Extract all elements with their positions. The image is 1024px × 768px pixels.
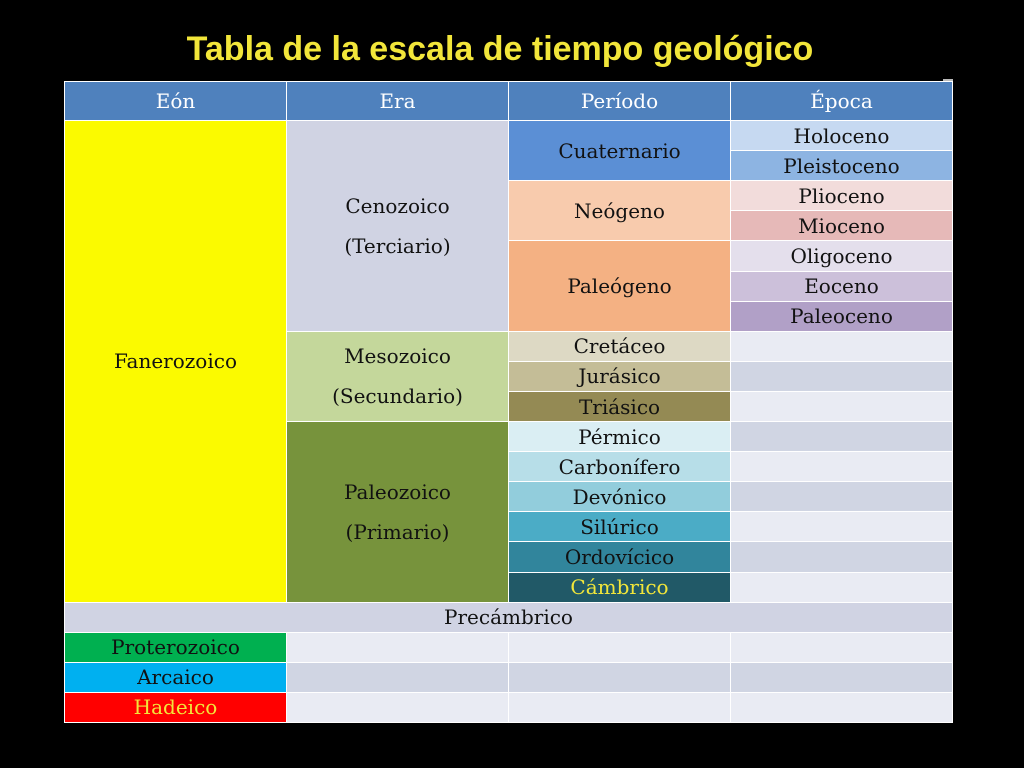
empty-cell (287, 662, 509, 692)
eon-arcaico: Arcaico (65, 662, 287, 692)
eon-hadeico: Hadeico (65, 692, 287, 722)
empty-cell (509, 632, 731, 662)
empty-epoch-cell (731, 482, 953, 512)
precambrico-row: Precámbrico (65, 602, 953, 632)
period-triasico: Triásico (509, 391, 731, 421)
period-cuaternario: Cuaternario (509, 121, 731, 181)
header-era: Era (287, 82, 509, 121)
empty-epoch-cell (731, 512, 953, 542)
empty-cell (287, 632, 509, 662)
empty-cell (731, 662, 953, 692)
table-row (65, 692, 953, 722)
header-eon: Eón (65, 82, 287, 121)
empty-epoch-cell (731, 391, 953, 421)
empty-epoch-cell (731, 572, 953, 602)
era-cenozoico (287, 121, 509, 332)
era-paleozoico-name: Paleozoico (344, 479, 451, 504)
header-period: Período (509, 82, 731, 121)
era-mesozoico (287, 331, 509, 421)
era-paleozoico-alt: (Primario) (345, 519, 450, 544)
period-permico: Pérmico (509, 422, 731, 452)
table-header-row (65, 82, 953, 121)
period-silurico: Silúrico (509, 512, 731, 542)
empty-cell (509, 692, 731, 722)
epoch-holoceno: Holoceno (731, 121, 953, 151)
eon-proterozoico: Proterozoico (65, 632, 287, 662)
empty-cell (731, 632, 953, 662)
empty-cell (731, 692, 953, 722)
period-neogeno: Neógeno (509, 181, 731, 241)
geologic-time-table (64, 81, 953, 723)
empty-epoch-cell (731, 422, 953, 452)
empty-cell (509, 662, 731, 692)
era-cenozoico-alt: (Terciario) (344, 233, 451, 258)
empty-epoch-cell (731, 452, 953, 482)
period-devonico: Devónico (509, 482, 731, 512)
epoch-oligoceno: Oligoceno (731, 241, 953, 271)
header-epoch: Época (731, 82, 953, 121)
period-ordovicico: Ordovícico (509, 542, 731, 572)
period-paleogeno: Paleógeno (509, 241, 731, 331)
empty-epoch-cell (731, 361, 953, 391)
epoch-paleoceno: Paleoceno (731, 301, 953, 331)
empty-epoch-cell (731, 331, 953, 361)
epoch-plioceno: Plioceno (731, 181, 953, 211)
table-row (65, 662, 953, 692)
period-cambrico: Cámbrico (509, 572, 731, 602)
empty-epoch-cell (731, 542, 953, 572)
table-row (65, 602, 953, 632)
era-cenozoico-name: Cenozoico (345, 193, 450, 218)
period-cretaceo: Cretáceo (509, 331, 731, 361)
period-jurasico: Jurásico (509, 361, 731, 391)
table-row (65, 121, 953, 151)
table-row (65, 632, 953, 662)
era-paleozoico (287, 422, 509, 603)
epoch-pleistoceno: Pleistoceno (731, 151, 953, 181)
empty-cell (287, 692, 509, 722)
eon-fanerozoico: Fanerozoico (65, 121, 287, 603)
epoch-eoceno: Eoceno (731, 271, 953, 301)
page-title: Tabla de la escala de tiempo geológico (186, 30, 814, 68)
era-mesozoico-alt: (Secundario) (332, 384, 463, 409)
period-carbonifero: Carbonífero (509, 452, 731, 482)
era-mesozoico-name: Mesozoico (344, 344, 451, 369)
epoch-mioceno: Mioceno (731, 211, 953, 241)
